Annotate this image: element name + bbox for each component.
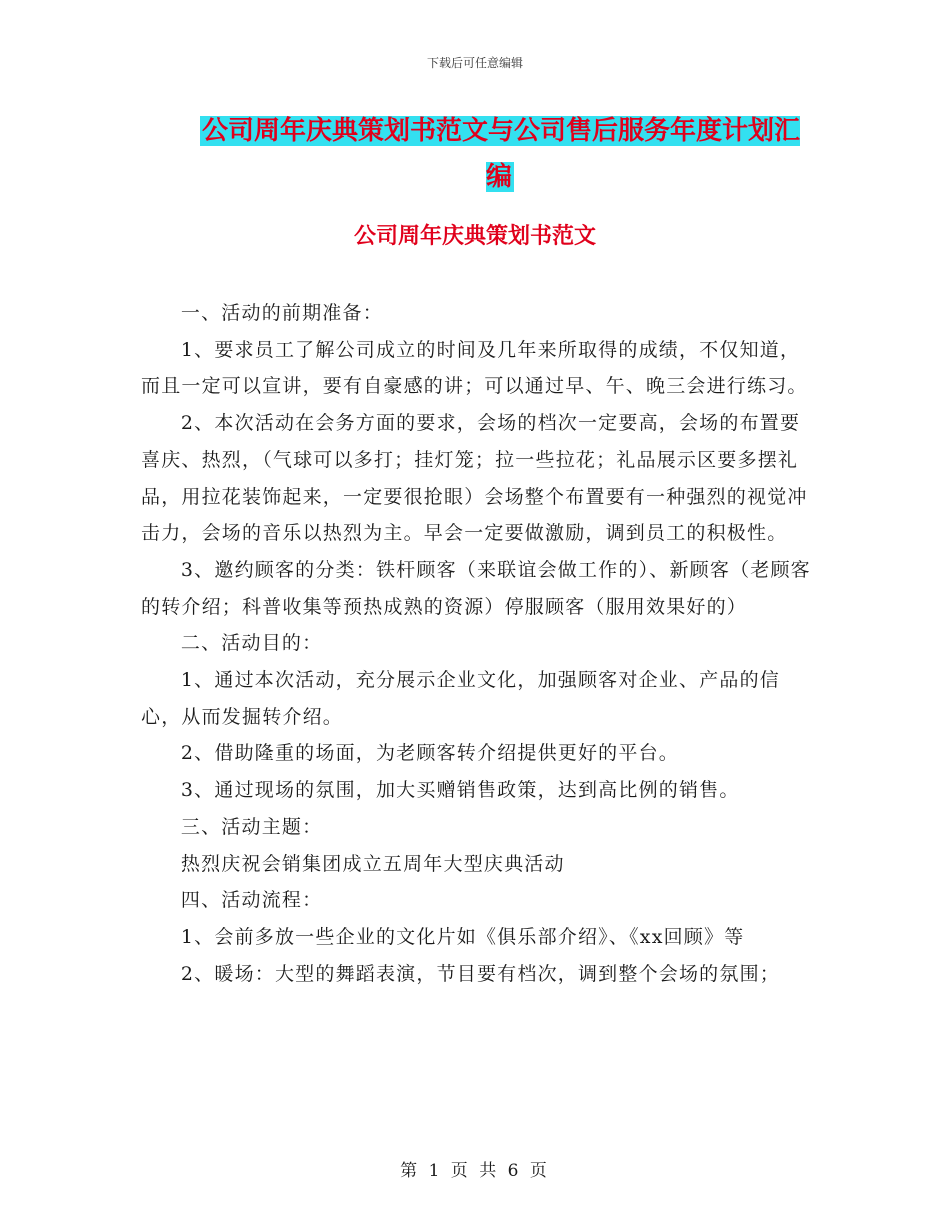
page-number-footer: 第 1 页 共 6 页 xyxy=(400,1161,550,1181)
paragraph: 三、活动主题： xyxy=(180,815,323,838)
paragraph: 1、要求员工了解公司成立的时间及几年来所取得的成绩，不仅知道，而且一定可以宣讲，要有自豪感的讲；可以通过早、午、晚三会进行练习。 xyxy=(141,338,808,398)
paragraph: 2、暖场：大型的舞蹈表演，节目要有档次，调到整个会场的氛围； xyxy=(180,962,780,985)
document-title-text: 公司周年庆典策划书范文与公司售后服务年度计划汇编 xyxy=(201,116,800,192)
paragraph: 3、通过现场的氛围，加大买赠销售政策，达到高比例的销售。 xyxy=(180,779,740,802)
paragraph: 2、本次活动在会务方面的要求，会场的档次一定要高，会场的布置要喜庆、热烈，（气球可以多打；挂灯笼；拉一些拉花；礼品展示区要多摆礼品，用拉花装饰起来，一定要很抢眼）会场整个布置要有一种强烈的视觉冲击力，会场的音乐以热烈为主。早会一定要做激励，调到员工的积极性。 xyxy=(141,412,808,545)
paragraph: 2、借助隆重的场面，为老顾客转介绍提供更好的平台。 xyxy=(180,742,679,765)
paragraph: 一、活动的前期准备： xyxy=(180,302,383,324)
document-title xyxy=(190,108,810,200)
paragraph: 1、通过本次活动，充分展示企业文化，加强顾客对企业、产品的信心，从而发掘转介绍。 xyxy=(141,669,780,728)
paragraph: 四、活动流程： xyxy=(180,889,323,912)
paragraph: 3、邀约顾客的分类：铁杆顾客（来联谊会做工作的）、新顾客（老顾客的转介绍；科普收集等预热成熟的资源）停服顾客（服用效果好的） xyxy=(141,558,811,618)
paragraph: 1、会前多放一些企业的文化片如《俱乐部介绍》、《xx回顾》等 xyxy=(180,925,745,948)
paragraph: 二、活动目的： xyxy=(180,632,323,655)
header-note: 下载后可任意编辑 xyxy=(426,56,523,70)
document-body xyxy=(141,295,811,992)
paragraph: 热烈庆祝会销集团成立五周年大型庆典活动 xyxy=(180,852,565,875)
section-title: 公司周年庆典策划书范文 xyxy=(353,224,596,249)
